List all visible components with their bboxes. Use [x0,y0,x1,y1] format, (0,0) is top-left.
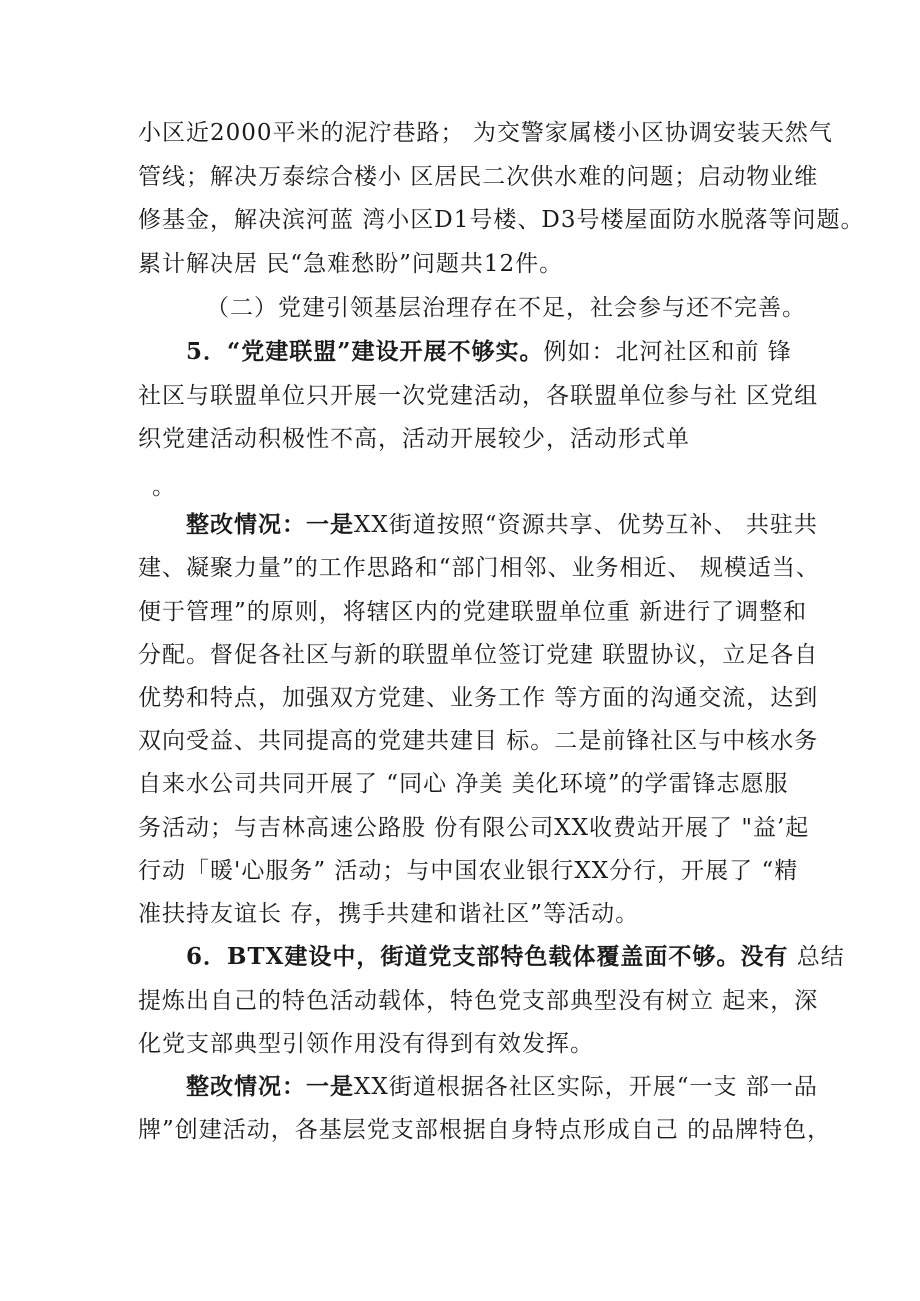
text-line: 双向受益、共同提高的党建共建目 标。二是前锋社区与中核水务 [138,728,819,754]
item-5-first-line [186,337,792,367]
text-line: 累计解决居 民“急难愁盼”问题共12件。 [138,251,564,277]
text-line: 织党建活动积极性不高，活动开展较少，活动形式单 [138,426,690,452]
text-line: 化党支部典型引领作用没有得到有效发挥。 [138,1031,594,1057]
fix-6-text: XX街道根据各社区实际，开展“一支 部一品 [354,1074,818,1100]
text-line: 便于管理”的原则，将辖区内的党建联盟单位重 新进行了调整和 [138,599,808,625]
text-line: 管线；解决万泰综合楼小 区居民二次供水难的问题；启动物业维 [138,164,819,190]
fix-5-label: 整改情况：一是 [186,511,354,538]
orphan-punctuation: 。 [152,474,176,500]
item-6-title: 6．BTX建设中，街道党支部特色载体覆盖面不够。没有 [186,943,789,970]
item-5-title: 5．“党建联盟”建设开展不够实。 [186,338,544,365]
text-line: 建、凝聚力量”的工作思路和“部门相邻、业务相近、 规模适当、 [138,555,820,581]
item-6-first-line [186,942,845,972]
text-line: 优势和特点，加强双方党建、业务工作 等方面的沟通交流，达到 [138,685,819,711]
text-line: 社区与联盟单位只开展一次党建活动，各联盟单位参与社 区党组 [138,383,819,409]
fix-5-text: XX街道按照“资源共享、优势互补、 共驻共 [354,512,818,538]
text-line: 提炼出自己的特色活动载体，特色党支部典型没有树立 起来，深 [138,988,819,1014]
text-line: 自来水公司共同开展了 “同心 净美 美化环境”的学雷锋志愿服 [138,771,789,797]
text-line: 准扶持友谊长 存，携手共建和谐社区”等活动。 [138,901,640,927]
text-line: 小区近2000平米的泥泞巷路； 为交警家属楼小区协调安装天然气 [138,120,833,146]
text-line: 分配。督促各社区与新的联盟单位签订党建 联盟协议，立足各自 [138,642,819,668]
fix-6-first-line [186,1072,818,1102]
section-heading: （二）党建引领基层治理存在不足，社会参与还不完善。 [206,295,806,321]
text-line: 牌”创建活动，各基层党支部根据自身特点形成自己 的品牌特色， [138,1117,832,1143]
text-line: 务活动；与吉林高速公路股 份有限公司XX收费站开展了 "益’起 [138,815,810,841]
fix-6-label: 整改情况：一是 [186,1073,354,1100]
text-line: 修基金，解决滨河蓝 湾小区D1号楼、D3号楼屋面防水脱落等问题。 [138,207,865,233]
item-5-text: 例如：北河社区和前 锋 [543,339,792,365]
text-line: 行动「暖'心服务” 活动；与中国农业银行XX分行，开展了 “精 [138,858,799,884]
item-6-text: 总结 [788,944,845,970]
fix-5-first-line [186,510,818,540]
